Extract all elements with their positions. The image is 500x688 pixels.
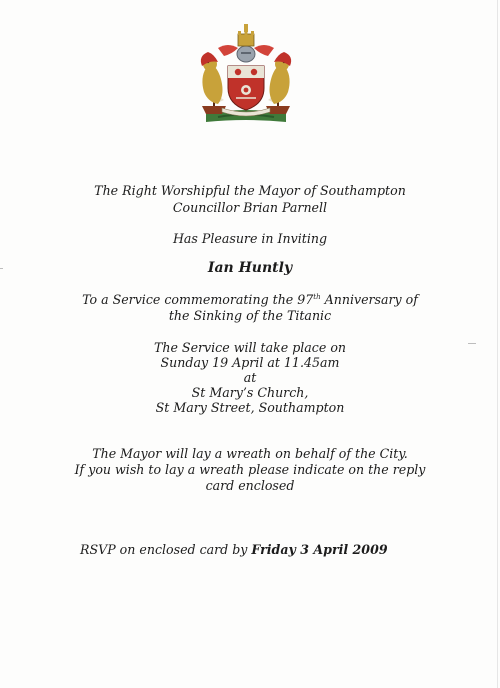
wreath-line-3: card enclosed bbox=[205, 478, 295, 493]
details-at: at bbox=[243, 370, 257, 385]
details-date-time: Sunday 19 April at 11.45am bbox=[160, 355, 340, 370]
details-address: St Mary Street, Southampton bbox=[155, 400, 345, 415]
rsvp-date: Friday 3 April 2009 bbox=[251, 542, 388, 557]
councillor-name-line: Councillor Brian Parnell bbox=[172, 200, 328, 215]
coat-of-arms-logo bbox=[188, 22, 304, 126]
service-line-1-suffix: Anniversary of bbox=[320, 292, 418, 307]
guest-name: Ian Huntly bbox=[207, 260, 293, 276]
rsvp-prefix: RSVP on enclosed card by bbox=[80, 542, 252, 557]
scan-edge-right bbox=[497, 0, 498, 688]
wreath-line-1: The Mayor will lay a wreath on behalf of the City. bbox=[92, 446, 408, 461]
details-line-1: The Service will take place on bbox=[153, 340, 347, 355]
rsvp-line bbox=[80, 542, 480, 558]
mayor-title-line: The Right Worshipful the Mayor of Southampton bbox=[94, 183, 406, 198]
service-line-1-prefix: To a Service commemorating the 97 bbox=[82, 292, 314, 307]
scan-mark-right bbox=[468, 343, 476, 344]
ordinal-suffix: th bbox=[313, 292, 321, 301]
scan-mark-left bbox=[0, 268, 3, 269]
invite-phrase: Has Pleasure in Inviting bbox=[172, 231, 328, 246]
details-venue: St Mary’s Church, bbox=[191, 385, 309, 400]
coat-of-arms-graphic bbox=[188, 22, 304, 126]
wreath-line-2: If you wish to lay a wreath please indicate on the reply bbox=[74, 462, 426, 477]
service-line-2: the Sinking of the Titanic bbox=[168, 308, 332, 323]
service-line-1 bbox=[0, 292, 500, 308]
